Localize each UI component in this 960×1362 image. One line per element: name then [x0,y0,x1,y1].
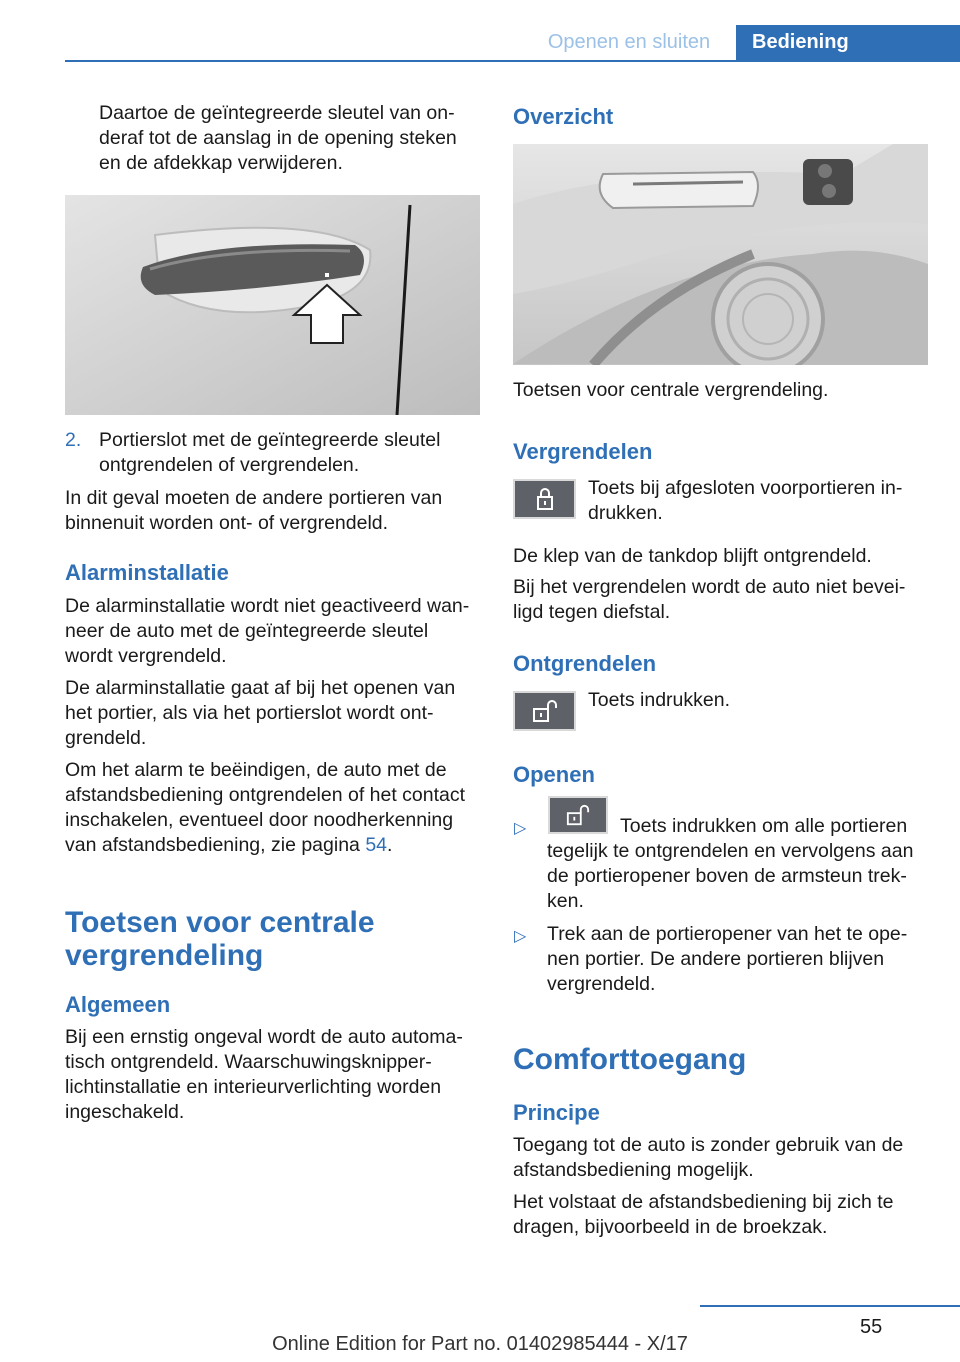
unlock-icon [564,803,592,827]
heading-line: vergrendeling [65,939,264,972]
text-fragment: van afstandsbediening, zie pagina [65,834,366,856]
page-number: 55 [860,1316,883,1338]
text-line: Het volstaat de afstandsbediening bij zich te [513,1191,894,1213]
open-item-1-first: Toets indrukken om alle portieren [620,815,908,837]
general-paragraph [65,1025,485,1125]
text-line [65,833,485,858]
unlock-text: Toets indrukken. [588,689,730,711]
alarm-paragraph-3 [65,758,485,858]
text-line: lichtinstallatie en interieurverlichting worden [65,1076,442,1098]
principle-heading: Principe [513,1100,600,1125]
text-line: Toets bij afgesloten voorportieren in- [588,477,903,499]
open-item-2 [547,922,947,997]
intro-line: deraf tot de aanslag in de opening steken [99,127,457,149]
text-line: De alarminstallatie gaat af bij het openen van [65,677,456,699]
text-line: afstandsbediening ontgrendelen of het contact [65,784,466,806]
text-line: Om het alarm te beëindigen, de auto met de [65,759,447,781]
text-line: wordt vergrendeld. [65,645,227,667]
lock-heading: Vergrendelen [513,439,653,464]
alarm-paragraph-1 [65,594,485,669]
list-bullet: ▷ [514,928,527,945]
unlock-button-inline-image [548,796,608,834]
overview-caption: Toetsen voor centrale vergrendeling. [513,379,829,401]
step-line: ontgrendelen of vergrendelen. [99,454,360,476]
text-line: inschakelen, eventueel door noodherkenning [65,809,454,831]
lock-icon [532,486,558,512]
open-item-1 [547,839,947,914]
text-line: tisch ontgrendeld. Waarschuwingsknipper- [65,1051,432,1073]
text-line: drukken. [588,502,663,524]
overview-heading: Overzicht [513,104,614,129]
step-2 [65,428,480,478]
text-line: vergrendeld. [547,973,656,995]
text-line: nen portier. De andere portieren blijven [547,948,885,970]
page-link[interactable]: 54 [365,834,388,856]
text-line: De alarminstallatie wordt niet geactiveerd wan- [65,595,470,617]
unlock-icon [530,698,560,724]
text-line: grendeld. [65,727,147,749]
text-line: binnenuit worden ont- of vergrendeld. [65,512,389,534]
door-panel-photo [513,144,928,365]
heading-line: Toetsen voor centrale [65,906,375,939]
unlock-heading: Ontgrendelen [513,651,657,676]
text-line: ken. [547,890,584,912]
list-bullet: ▷ [514,820,527,837]
central-locking-heading [65,906,485,972]
text-line: Bij een ernstig ongeval wordt de auto automa- [65,1026,463,1048]
text-line: neer de auto met de geïntegreerde sleutel [65,620,429,642]
text-fragment: . [387,834,393,856]
text-line: ingeschakeld. [65,1101,185,1123]
door-handle-photo [65,195,480,415]
edition-footer: Online Edition for Part no. 01402985444 - X/17 [272,1333,688,1355]
footer-rule [700,1305,960,1307]
intro-text [99,101,484,176]
text-line: Trek aan de portieropener van het te ope- [547,923,908,945]
text-line: het portier, als via het portierslot wordt ont- [65,702,434,724]
comfort-access-heading: Comforttoegang [513,1043,747,1076]
alarm-paragraph-2 [65,676,485,751]
alarm-heading: Alarminstallatie [65,560,229,585]
text-line: Bij het vergrendelen wordt de auto niet bevei- [513,576,906,598]
header-section-tab: Openen en sluiten [547,31,711,53]
lock-paragraph-2 [513,575,933,625]
text-line: afstandsbediening mogelijk. [513,1159,754,1181]
text-line: dragen, bijvoorbeeld in de broekzak. [513,1216,828,1238]
header-chapter-tab: Bediening [736,25,960,60]
intro-line: en de afdekkap verwijderen. [99,152,343,174]
text-line: Toegang tot de auto is zonder gebruik van de [513,1134,904,1156]
intro-line: Daartoe de geïntegreerde sleutel van on- [99,102,455,124]
text-line: tegelijk te ontgrendelen en vervolgens aan [547,840,914,862]
general-heading: Algemeen [65,992,171,1017]
principle-paragraph-2 [513,1190,933,1240]
header-rule [65,60,960,62]
text-line: In dit geval moeten de andere portieren van [65,487,443,509]
principle-paragraph-1 [513,1133,933,1183]
lock-button-image [513,479,576,519]
step-line: Portierslot met de geïntegreerde sleutel [99,429,441,451]
lock-text [588,476,928,526]
lock-paragraph-1: De klep van de tankdop blijft ontgrendeld. [513,545,872,567]
text-line: ligd tegen diefstal. [513,601,671,623]
open-heading: Openen [513,762,595,787]
step-number: 2. [65,429,82,451]
paragraph-inside [65,486,480,536]
unlock-button-image [513,691,576,731]
text-line: de portieropener boven de armsteun trek- [547,865,907,887]
